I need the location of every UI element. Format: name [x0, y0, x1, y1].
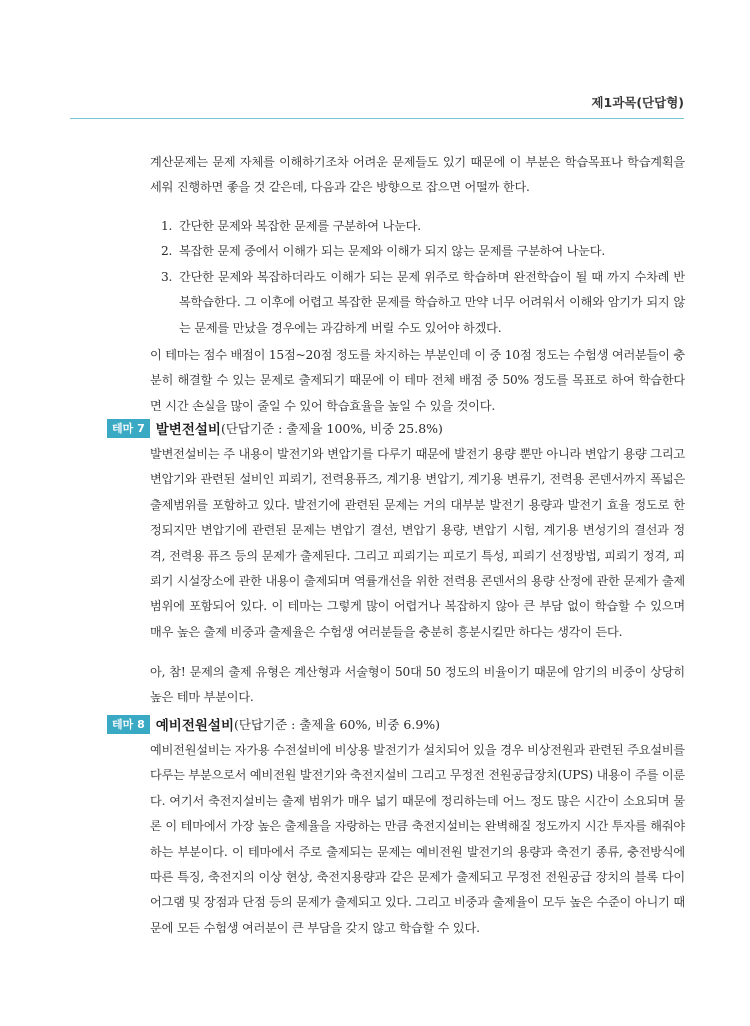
list-item-text: 간단한 문제와 복잡하더라도 이해가 되는 문제 위주로 학습하며 완전학습이 될 때 까지 수차례 반복학습한다. 그 이후에 어렵고 복잡한 문제를 학습하고 만약 너무 어려워서 이해와 암기가 되지 않는 문제를 만났을 경우에는 과감하게 버릴 수도 있어야 하겠다.	[179, 269, 685, 335]
page-header-title: 제1과목(단답형)	[591, 95, 684, 110]
theme8-body: 예비전원설비는 자가용 수전설비에 비상용 발전기가 설치되어 있을 경우 비상전원과 관련된 주요설비를 다루는 부분으로서 예비전원 발전기와 축전지설비 그리고 무정전 전원공급장치(UPS) 내용이 주를 이룬다. 여기서 축전지설비는 출제 범위가 매우 넓기 때문에 정리하는데 어느 정도 많은 시간이 소요되며 물론 이 테마에서 가장 높은 출제율을 자랑하는 만큼 축전지설비는 완벽해질 정도까지 시간 투자를 해줘야 하는 부분이다. 이 테마에서 주로 출제되는 문제는 예비전원 발전기의 용량과 축전기 종류, 충전방식에 따른 특징, 축전지의 이상 현상, 축전지용량과 같은 문제가 출제되고 무정전 전원공급 장치의 블록 다이어그램 및 장점과 단점 등의 문제가 출제되고 있다. 그리고 비중과 출제율이 모두 높은 수준이 아니기 때문에 모든 수험생 여러분이 큰 부담을 갖지 않고 학습할 수 있다.	[150, 743, 685, 935]
theme7-title: 발변전설비	[155, 422, 221, 438]
theme8-title: 예비전원설비	[155, 718, 234, 734]
theme7-heading	[107, 418, 443, 438]
list-item-text: 간단한 문제와 복잡한 문제를 구분하여 나눈다.	[179, 219, 421, 233]
intro-paragraph: 계산문제는 문제 자체를 이해하기조차 어려운 문제들도 있기 때문에 이 부분은 학습목표나 학습계획을 세워 진행하면 좋을 것 같은데, 다음과 같은 방향으로 잡으면 어떨까 한다.	[150, 155, 685, 195]
theme-summary-paragraph: 이 테마는 점수 배점이 15점~20점 정도를 차지하는 부분인데 이 중 10점 정도는 수험생 여러분들이 충분히 해결할 수 있는 문제로 출제되기 때문에 이 테마 전체 배점 중 50% 정도를 목표로 하여 학습한다면 시간 손실을 많이 줄일 수 있어 학습효율을 높일 수 있을 것이다.	[150, 348, 685, 413]
list-item-number: 1.	[161, 219, 173, 233]
list-item	[161, 214, 685, 239]
theme7-body: 발변전설비는 주 내용이 발전기와 변압기를 다루기 때문에 발전기 용량 뿐만 아니라 변압기 용량 그리고 변압기와 관련된 설비인 피뢰기, 전력용퓨즈, 계기용 변압기, 계기용 변류기, 전력용 콘덴서까지 폭넓은 출제범위를 포함하고 있다. 발전기에 관련된 문제는 거의 대부분 발전기 용량과 발전기 효율 정도로 한정되지만 변압기에 관련된 문제는 변압기 결선, 변압기 용량, 변압기 시험, 계기용 변성기의 결선과 정격, 전력용 퓨즈 등의 문제가 출제된다. 그리고 피뢰기는 피로기 특성, 피뢰기 선정방법, 피뢰기 정격, 피뢰기 시설장소에 관한 내용이 출제되며 역률개선을 위한 전력용 콘덴서의 용량 산정에 관한 문제가 출제 범위에 포함되어 있다. 이 테마는 그렇게 많이 어렵거나 복잡하지 않아 큰 부담 없이 학습할 수 있으며 매우 높은 출제 비중과 출제율은 수험생 여러분들을 충분히 흥분시킬만 하다는 생각이 든다.	[150, 447, 685, 639]
list-item	[161, 239, 685, 264]
theme8-meta: (단답기준 : 출제율 60%, 비중 6.9%)	[234, 717, 441, 732]
theme8-badge: 테마 8	[107, 715, 150, 734]
list-item-number: 2.	[161, 244, 173, 259]
list-item-text: 복잡한 문제 중에서 이해가 되는 문제와 이해가 되지 않는 문제를 구분하여 나눈다.	[179, 244, 606, 259]
list-item	[161, 265, 685, 341]
theme8-heading	[107, 714, 440, 734]
list-item-number: 3.	[161, 269, 173, 284]
theme7-meta: (단답기준 : 출제율 100%, 비중 25.8%)	[220, 421, 443, 436]
header-divider	[70, 118, 684, 119]
theme7-badge: 테마 7	[107, 419, 150, 438]
study-steps-list	[161, 214, 685, 341]
theme7-note: 아, 참! 문제의 출제 유형은 계산형과 서술형이 50대 50 정도의 비율이기 때문에 암기의 비중이 상당히 높은 테마 부분이다.	[150, 665, 685, 705]
